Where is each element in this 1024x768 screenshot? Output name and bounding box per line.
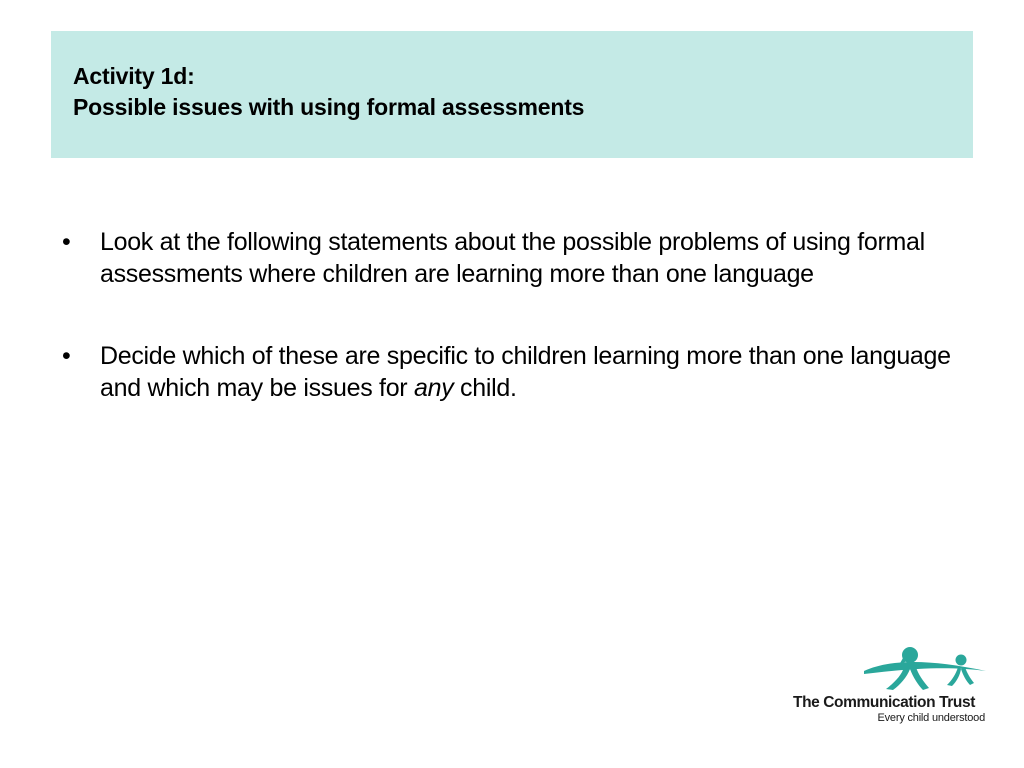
bullet-text: Look at the following statements about the possible problems of using formal assessments where children are learning more than one language (100, 228, 925, 288)
bullet-list (62, 226, 982, 404)
bullet-item-decide (62, 340, 982, 404)
bullet-marker: • (62, 228, 71, 256)
bullet-item-look (62, 226, 982, 290)
communication-trust-logo (790, 645, 990, 730)
slide-title: Possible issues with using formal assessments (73, 94, 585, 120)
logo-name: The Communication Trust (793, 694, 975, 711)
logo-tagline: Every child understood (877, 712, 985, 724)
activity-label: Activity 1d: (73, 63, 195, 89)
bullet-marker: • (62, 342, 71, 370)
bullet-text-emphasis: any (413, 374, 454, 402)
communication-trust-figures-icon (860, 645, 990, 693)
bullet-text-start: Decide which of these are specific to children learning more than one language and which may be issues for (100, 342, 951, 402)
title-banner (51, 31, 973, 158)
bullet-text-end: child. (453, 374, 517, 402)
